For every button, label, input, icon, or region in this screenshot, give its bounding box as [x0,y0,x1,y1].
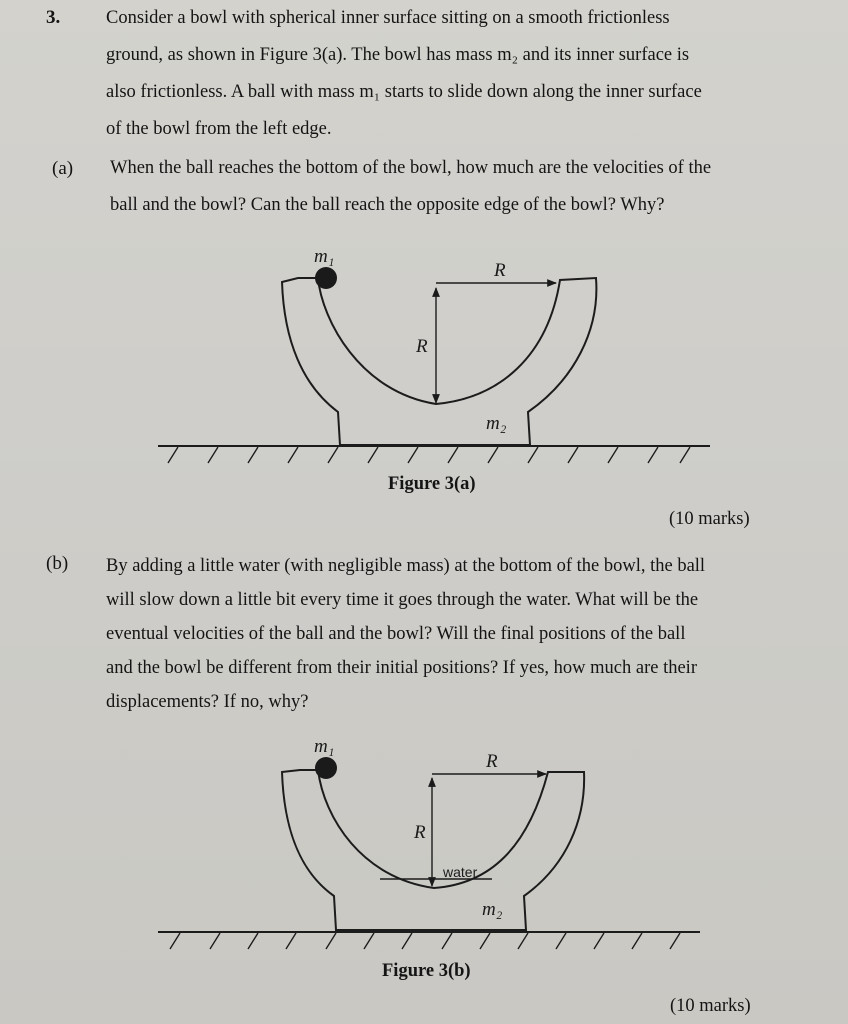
part-a-marks: (10 marks) [669,509,750,529]
ball-mass-label: m₁ [314,246,335,267]
part-a-label: (a) [52,158,74,179]
bowl-mass-label: m₂ [486,413,507,434]
intro-line: also frictionless. A ball with mass m₁ starts to slide down along the inner surface [106,82,702,102]
radius-h-label: R [494,260,506,281]
intro-line: Consider a bowl with spherical inner surface sitting on a smooth frictionless [106,8,670,28]
intro-line: ground, as shown in Figure 3(a). The bowl has mass m₂ and its inner surface is [106,45,690,65]
ball [315,757,337,779]
part-b-label: (b) [46,553,69,574]
part-b-line: and the bowl be different from their initial positions? If yes, how much are their [106,658,697,678]
question-number: 3. [46,7,61,28]
part-b-line: eventual velocities of the ball and the bowl? Will the final positions of the ball [106,624,686,644]
part-a-line: ball and the bowl? Can the ball reach the opposite edge of the bowl? Why? [110,195,665,215]
bowl-outline [282,770,584,930]
radius-v-label: R [414,822,426,843]
bowl-mass-label: m₂ [482,899,503,920]
intro-line: of the bowl from the left edge. [106,119,332,139]
water-label: water [443,864,478,880]
part-b-line: displacements? If no, why? [106,692,309,712]
radius-h-label: R [486,751,498,772]
part-b-line: By adding a little water (with negligible mass) at the bottom of the bowl, the ball [106,556,706,576]
part-a-line: When the ball reaches the bottom of the bowl, how much are the velocities of the [110,158,712,178]
figure-3a-caption: Figure 3(a) [388,474,476,494]
ground-hatch [170,933,680,949]
figure-3b-caption: Figure 3(b) [382,961,471,981]
part-b-marks: (10 marks) [670,996,751,1016]
ball-mass-label: m₁ [314,736,335,757]
part-b-line: will slow down a little bit every time it goes through the water. What will be the [106,590,699,610]
radius-v-label: R [416,336,428,357]
